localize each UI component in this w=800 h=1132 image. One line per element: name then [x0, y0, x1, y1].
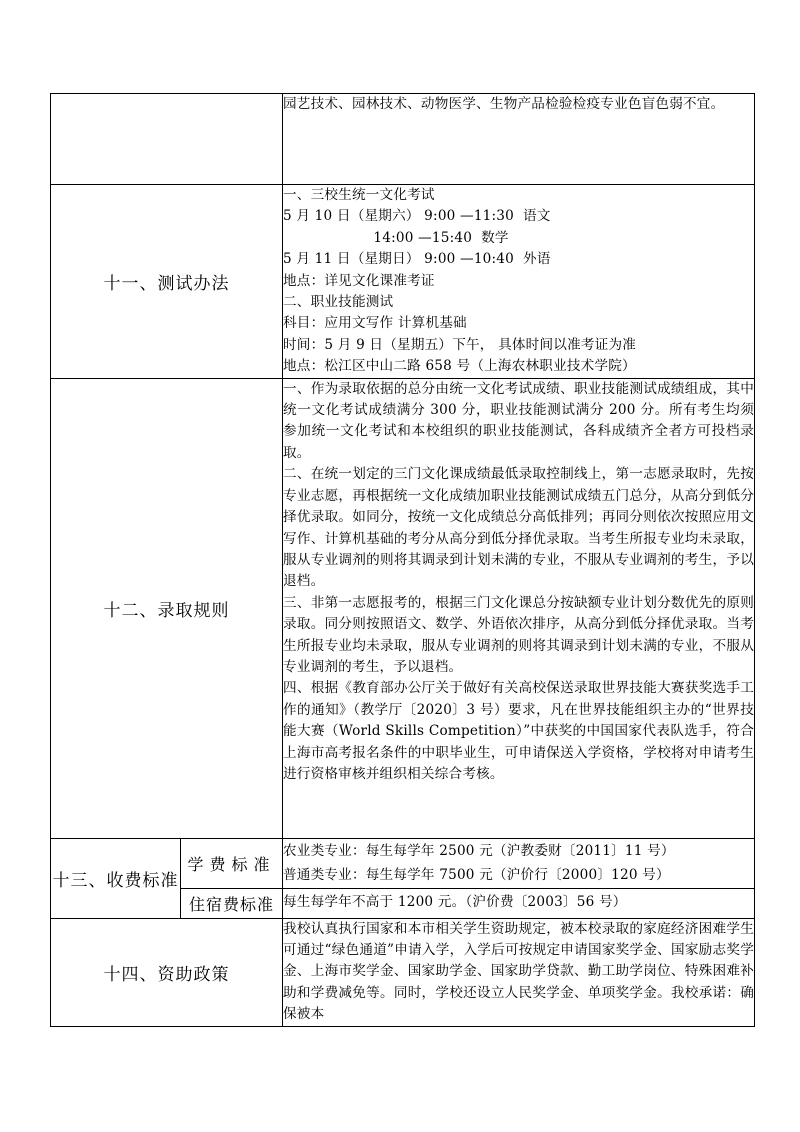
financial-aid-content: [283, 918, 755, 1026]
lodging-content: [283, 888, 755, 918]
test-method-content: [283, 185, 755, 379]
financial-aid-text: 我校认真执行国家和本市相关学生资助规定，被本校录取的家庭经济困难学生可通过“绿色通道”申请入学，入学后可按规定申请国家奖学金、国家励志奖学金、上海市奖学金、国家助学金、国家助学贷款、勤工助学岗位、特殊困难补助和学费减免等。同时，学校还设立人民奖学金、单项奖学金。我校承诺：确保被本: [283, 920, 754, 1023]
lodging-line: 每生每学年不高于 1200 元。（沪价费〔2003〕56 号）: [283, 894, 627, 911]
test-method-heading: 十一、测试办法: [51, 185, 283, 379]
test-line: 时间：5 月 9 日（星期五）下午， 具体时间以准考证为准: [283, 336, 637, 353]
tuition-line: 普通类专业：每生每学年 7500 元（沪价行〔2000〕120 号）: [283, 866, 670, 883]
lodging-label: 住宿费标准: [181, 888, 283, 918]
row-financial-aid: [51, 918, 755, 1026]
admission-info-table: [50, 93, 755, 1027]
tuition-label: 学费标准: [181, 838, 283, 888]
test-line: 地点：详见文化课准考证: [283, 272, 435, 289]
color-blind-note: 园艺技术、园林技术、动物医学、生物产品检验检疫专业色盲色弱不宜。: [283, 96, 725, 112]
admission-rule-paragraph: 三、非第一志愿报考的，根据三门文化课总分按缺额专业计划分数优先的原则录取。同分则按照语文、数学、外语依次排序，从高分到低分择优录取。当考生所报专业均未录取，服从专业调剂的则将其调录到计划未满的专业，不服从专业调剂的考生，予以退档。: [283, 594, 754, 675]
empty-heading-cell: [51, 94, 283, 185]
test-line: 14:00 —15:40 数学: [283, 229, 509, 246]
admission-rule-paragraph: 二、在统一划定的三门文化课成绩最低录取控制线上，第一志愿录取时，先按专业志愿，再根据统一文化成绩加职业技能测试成绩五门总分，从高分到低分择优录取。如同分，按统一文化成绩总分高低排列；再同分则依次按照应用文写作、计算机基础的考分从高分到低分择优录取。当考生所报专业均未录取，服从专业调剂的则将其调录到计划未满的专业，不服从专业调剂的考生，予以退档。: [283, 466, 754, 590]
test-line: 二、职业技能测试: [283, 294, 394, 311]
admission-rule-paragraph: 四、根据《教育部办公厅关于做好有关高校保送录取世界技能大赛获奖选手工作的通知》（教学厅〔2020〕3 号）要求，凡在世界技能组织主办的“世界技能大赛（World Skills Competition）”中获奖的中国国家代表队选手，符合上海市高考报名条件的中职毕业生，可申请保送入学资格，学校将对申请考生进行资格审核并组织相关综合考核。: [283, 680, 754, 782]
test-line: 地点：松江区中山二路 658 号（上海农林职业技术学院）: [283, 358, 636, 375]
financial-aid-heading: 十四、资助政策: [51, 918, 283, 1026]
test-line: 一、三校生统一文化考试: [283, 187, 435, 203]
row-tuition: [51, 838, 755, 888]
test-line: 5 月 10 日（星期六） 9:00 —11:30 语文: [283, 208, 551, 225]
fees-heading: 十三、收费标准: [51, 838, 181, 918]
row-test-method: [51, 185, 755, 379]
test-line: 5 月 11 日（星期日） 9:00 —10:40 外语: [283, 251, 551, 268]
row-admission-rules: [51, 378, 755, 838]
test-line: 科目：应用文写作 计算机基础: [283, 315, 467, 332]
admission-rules-heading: 十二、录取规则: [51, 378, 283, 838]
tuition-content: [283, 838, 755, 888]
admission-rule-paragraph: 一、作为录取依据的总分由统一文化考试成绩、职业技能测试成绩组成，其中统一文化考试成绩满分 300 分，职业技能测试满分 200 分。所有考生均须参加统一文化考试和本校组织的职业技能测试，各科成绩齐全者方可投档录取。: [283, 380, 754, 461]
tuition-line: 农业类专业：每生每学年 2500 元（沪教委财〔2011〕11 号）: [283, 842, 675, 859]
color-blind-note-cell: [283, 94, 755, 185]
admission-rules-content: [283, 378, 755, 838]
row-color-blind-note: [51, 94, 755, 185]
